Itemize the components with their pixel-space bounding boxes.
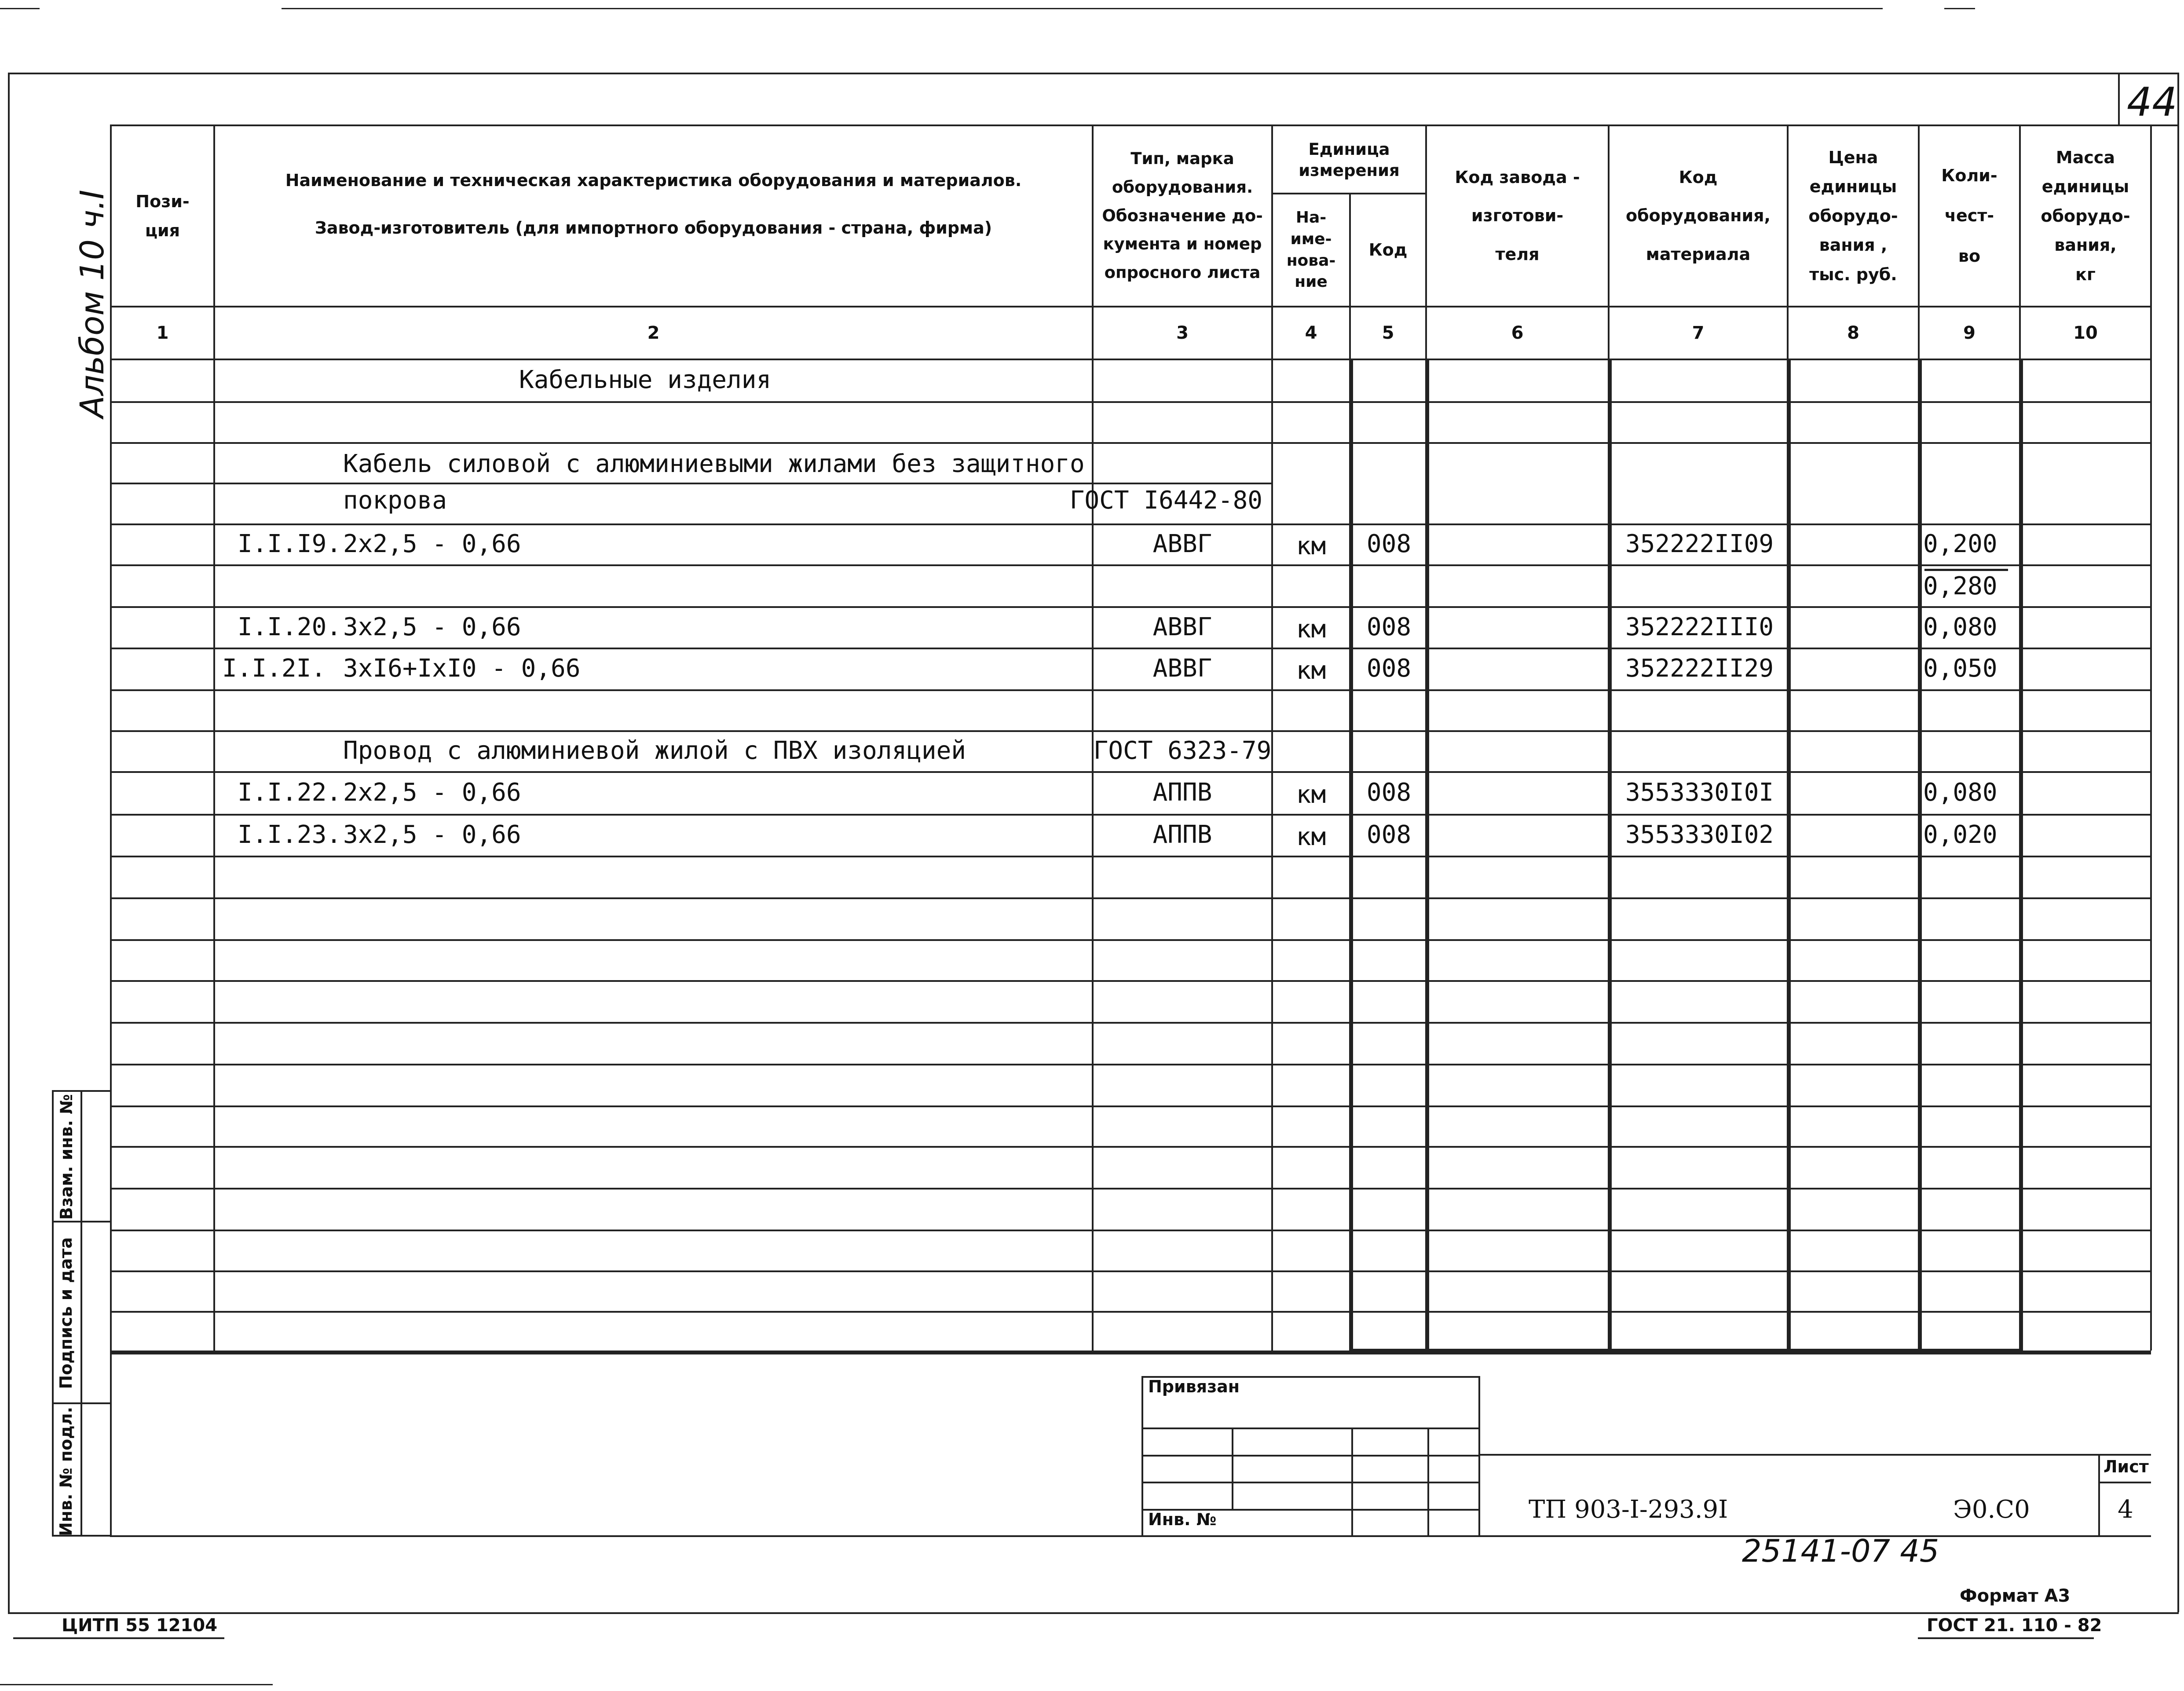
item-quantity: 0,080	[1923, 778, 1997, 807]
side-stamp-divider	[80, 1090, 82, 1537]
header-unit-name: На- име- нова- ние	[1286, 209, 1336, 291]
item-unit: км	[1296, 656, 1326, 685]
privyazan-col	[1232, 1427, 1233, 1509]
col-number: 5	[1382, 323, 1394, 343]
row-line	[110, 442, 2151, 444]
row-line	[110, 564, 2151, 566]
item-quantity: 0,050	[1923, 654, 1997, 683]
item-unit-code: 008	[1366, 530, 1412, 558]
item-name: 3х2,5 - 0,66	[343, 612, 521, 641]
row-line	[110, 856, 2151, 857]
item-description: Провод с алюминиевой жилой с ПВХ изоляцией	[343, 736, 966, 765]
header-unit-group: Единица измерения	[1299, 139, 1400, 180]
col-number: 2	[647, 323, 660, 343]
item-equipment-code: 352222III0	[1625, 612, 1774, 641]
frame-right	[2177, 73, 2179, 1612]
col-number: 9	[1963, 323, 1975, 343]
col-line-bold	[2019, 359, 2023, 1351]
header-mass: Масса единицы оборудо- вания, кг	[2041, 147, 2130, 284]
side-stamp-inv: Инв. № подл.	[56, 1406, 76, 1537]
col-line-bold	[1425, 359, 1429, 1351]
bold-bottom-segment	[1349, 1349, 2023, 1353]
privyazan-col	[1351, 1427, 1353, 1535]
header-equipment-code: Код оборудования, материала	[1626, 167, 1771, 264]
item-position: I.I.23.	[238, 820, 342, 849]
item-position: I.I.22.	[238, 778, 342, 807]
frame-left	[8, 73, 10, 1612]
item-equipment-code: 3553330I0I	[1625, 778, 1774, 807]
item-type: АВВГ	[1152, 530, 1212, 558]
header-name-line1: Наименование и техническая характеристика оборудования и материалов.	[285, 170, 1022, 190]
item-unit: км	[1296, 615, 1326, 644]
top-dash	[282, 8, 1883, 9]
header-position: Пози- ция	[135, 191, 190, 240]
header-factory-code: Код завода - изготови- теля	[1455, 167, 1580, 264]
item-unit: км	[1296, 823, 1326, 851]
sheet-value: 4	[2118, 1495, 2133, 1524]
top-dash-right	[1944, 8, 1975, 9]
item-quantity: 0,200	[1923, 530, 1997, 558]
item-equipment-code: 352222II09	[1625, 530, 1774, 558]
document-mark: Э0.С0	[1953, 1495, 2030, 1524]
row-line	[110, 1064, 2151, 1065]
row-line	[110, 1105, 2151, 1107]
footer-format: Формат А3	[1960, 1586, 2071, 1606]
row-line	[110, 1146, 2151, 1148]
item-type: АВВГ	[1152, 612, 1212, 641]
item-unit-code: 008	[1366, 612, 1412, 641]
col-number: 6	[1511, 323, 1524, 343]
item-description: Кабель силовой с алюминиевыми жилами без защитного	[343, 450, 1085, 478]
item-standard: ГОСТ I6442-80	[1069, 486, 1262, 515]
col-number: 4	[1305, 323, 1317, 343]
item-name: 2х2,5 - 0,66	[343, 778, 521, 807]
col-line-bold	[1787, 359, 1791, 1351]
sheet-label: Лист	[2104, 1457, 2149, 1476]
item-name: 3х2,5 - 0,66	[343, 820, 521, 849]
item-quantity: 0,080	[1923, 612, 1997, 641]
footer-left-underline	[13, 1637, 224, 1639]
document-code: ТП 903-I-293.9I	[1529, 1495, 1728, 1524]
item-quantity: 0,020	[1923, 820, 1997, 849]
row-line	[110, 939, 2151, 941]
item-description: покрова	[343, 486, 447, 515]
item-position: I.I.I9.	[238, 530, 342, 558]
item-unit-code: 008	[1366, 654, 1412, 683]
row-line	[110, 1022, 2151, 1024]
frame-top	[8, 73, 2179, 74]
row-line	[110, 689, 2151, 691]
item-name: 3хI6+IхI0 - 0,66	[343, 654, 581, 683]
privyazan-line	[1141, 1482, 1480, 1483]
item-unit: км	[1296, 532, 1326, 560]
item-equipment-code: 3553330I02	[1625, 820, 1774, 849]
item-position: I.I.20.	[238, 612, 342, 641]
handwritten-number: 25141-07 45	[1742, 1533, 1939, 1569]
item-name: 2х2,5 - 0,66	[343, 530, 521, 558]
header-type: Тип, марка оборудования. Обозначение до- кумента и номер опросного листа	[1102, 149, 1263, 282]
row-line	[110, 980, 2151, 982]
item-unit-code: 008	[1366, 820, 1412, 849]
numbers-bottom	[110, 359, 2151, 360]
header-name-line2: Завод-изготовитель (для импортного оборудования - страна, фирма)	[315, 218, 992, 238]
section-title: Кабельные изделия	[519, 366, 772, 394]
row-line	[110, 1230, 2151, 1231]
footer-right-underline	[1918, 1637, 2094, 1639]
row-line	[110, 401, 2151, 403]
footer-left-code: ЦИТП 55 12104	[62, 1615, 218, 1636]
top-dash-left	[0, 8, 40, 9]
row-line	[110, 1270, 2151, 1272]
col-number: 3	[1176, 323, 1189, 343]
footer-gost: ГОСТ 21. 110 - 82	[1927, 1615, 2102, 1636]
item-position: I.I.2I.	[222, 654, 326, 683]
bottom-dash	[0, 1684, 273, 1685]
col-number: 7	[1692, 323, 1705, 343]
item-type: АВВГ	[1152, 654, 1212, 683]
item-equipment-code: 352222II29	[1625, 654, 1774, 683]
frame-bottom	[8, 1612, 2179, 1614]
item-type: АППВ	[1152, 778, 1212, 807]
header-unit-code: Код	[1368, 240, 1408, 260]
col-line	[2150, 124, 2152, 1351]
row-line	[110, 897, 2151, 899]
header-quantity: Коли- чест- во	[1941, 166, 1997, 266]
item-unit-code: 008	[1366, 778, 1412, 807]
inv-no-label: Инв. №	[1148, 1510, 1217, 1529]
item-standard: ГОСТ 6323-79	[1093, 736, 1272, 765]
row-line	[110, 1311, 2151, 1313]
side-stamp-vzam: Взам. инв. №	[57, 1094, 76, 1220]
col-line-bold	[1608, 359, 1612, 1351]
item-type: АППВ	[1152, 820, 1212, 849]
col-line-bold	[1918, 359, 1922, 1351]
item-unit: км	[1296, 780, 1326, 809]
privyazan-col	[1427, 1427, 1429, 1535]
col-number: 1	[156, 323, 169, 343]
row-line	[110, 1188, 2151, 1190]
col-number: 8	[1847, 323, 1859, 343]
col-number: 10	[2073, 323, 2098, 343]
album-label: Альбом 10 ч.I	[73, 190, 111, 418]
code-area-top	[1480, 1454, 2151, 1456]
side-stamp-podpis: Подпись и дата	[56, 1237, 76, 1389]
handwritten-sheet-number: 44	[2127, 79, 2177, 125]
header-price: Цена единицы оборудо- вания , тыс. руб.	[1808, 147, 1898, 284]
privyazan-label: Привязан	[1148, 1377, 1240, 1396]
item-quantity: 0,280	[1923, 572, 1997, 600]
privyazan-line	[1141, 1427, 1480, 1429]
privyazan-line	[1141, 1455, 1480, 1457]
corner-box-left	[2118, 73, 2120, 125]
